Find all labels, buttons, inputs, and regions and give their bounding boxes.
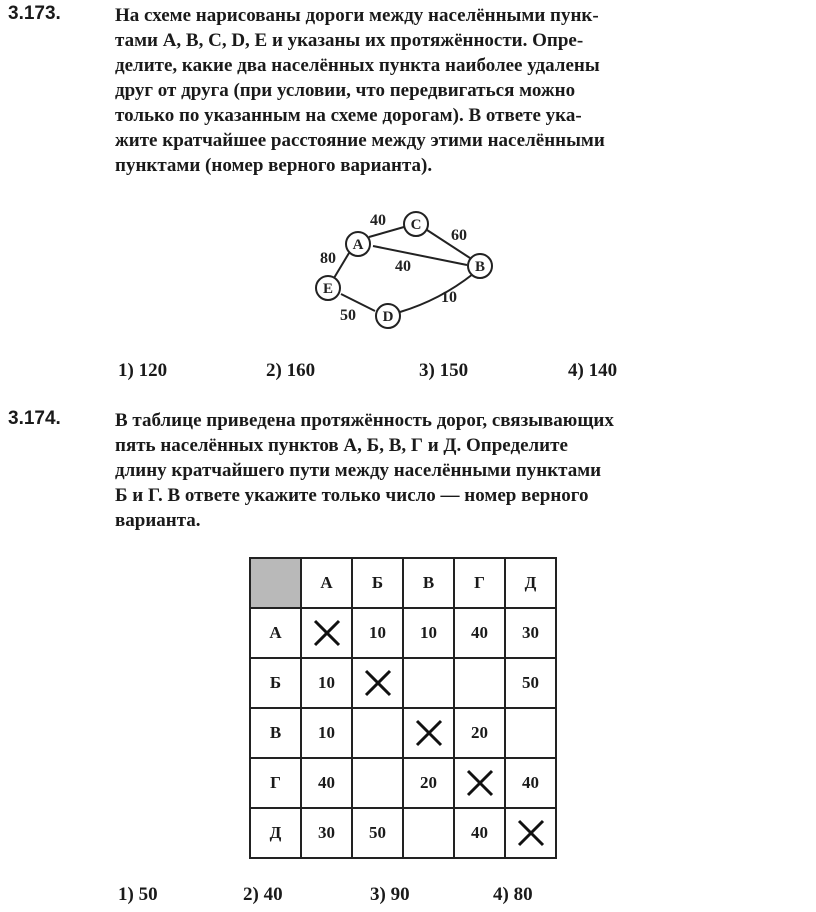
edge-d-b (400, 274, 473, 312)
node-c-label: C (410, 217, 422, 233)
table-cell: 20 (403, 758, 454, 808)
table-cell: 10 (301, 658, 352, 708)
road-graph-diagram (0, 0, 816, 340)
table-cell (403, 658, 454, 708)
problem-174-line: Б и Г. В ответе укажите только число — номер верного (115, 485, 589, 506)
table-cell: 40 (454, 808, 505, 858)
problem-174-line: длину кратчайшего пути между населёнными пунктами (115, 460, 602, 481)
problem-174-line: варианта. (115, 510, 201, 531)
problem-173-line: только по указанным на схеме дорогам). В ответе ука- (115, 105, 582, 126)
table-row (250, 658, 556, 708)
answer-option: 2) 160 (266, 360, 316, 381)
table-row (250, 758, 556, 808)
answer-option: 4) 80 (493, 884, 533, 905)
answer-option: 2) 40 (243, 884, 283, 905)
problem-173-number: 3.173. (8, 3, 61, 24)
table-cell (352, 758, 403, 808)
cross-mark-icon (413, 717, 445, 749)
table-row (250, 708, 556, 758)
row-header: В (250, 708, 301, 758)
problem-174-number: 3.174. (8, 408, 61, 429)
node-d-label: D (382, 309, 394, 325)
problem-174-line: пять населённых пунктов А, Б, В, Г и Д. Определите (115, 435, 568, 456)
answer-option: 1) 120 (118, 360, 168, 381)
table-cell: 10 (301, 708, 352, 758)
column-header: В (403, 558, 454, 608)
column-header: Г (454, 558, 505, 608)
row-header: Г (250, 758, 301, 808)
table-cell (352, 708, 403, 758)
node-b-label: B (474, 259, 486, 275)
problem-173-line: делите, какие два населённых пункта наиболее удалены (115, 55, 600, 76)
table-cell (352, 658, 403, 708)
row-header: А (250, 608, 301, 658)
table-cell: 40 (454, 608, 505, 658)
problem-173-line: друг от друга (при условии, что передвигаться можно (115, 80, 576, 101)
table-corner-cell (250, 558, 301, 608)
edge-a-e (334, 253, 349, 278)
problem-173-line: пунктами (номер верного варианта). (115, 155, 433, 176)
node-e-label: E (322, 281, 334, 297)
problem-173-line: тами A, B, C, D, E и указаны их протяжённости. Опре- (115, 30, 584, 51)
answer-option: 3) 150 (419, 360, 469, 381)
cross-mark-icon (464, 767, 496, 799)
answer-option: 1) 50 (118, 884, 158, 905)
answer-option: 4) 140 (568, 360, 618, 381)
table-cell: 20 (454, 708, 505, 758)
table-header-row (250, 558, 556, 608)
edge-c-b-weight: 60 (451, 227, 467, 244)
column-header: А (301, 558, 352, 608)
row-header: Б (250, 658, 301, 708)
problem-174-text (115, 408, 781, 533)
row-header: Д (250, 808, 301, 858)
table-cell: 40 (505, 758, 556, 808)
table-cell (505, 808, 556, 858)
table-cell: 30 (505, 608, 556, 658)
table-row (250, 808, 556, 858)
column-header: Д (505, 558, 556, 608)
edge-a-c-weight: 40 (370, 212, 386, 229)
table-cell (301, 608, 352, 658)
edge-d-b-weight: 10 (441, 289, 457, 306)
edge-a-e-weight: 80 (320, 250, 336, 267)
column-header: Б (352, 558, 403, 608)
problem-174-line: В таблице приведена протяжённость дорог, связывающих (115, 410, 614, 431)
distance-table (249, 557, 557, 859)
table-cell (454, 758, 505, 808)
table-cell: 10 (352, 608, 403, 658)
table-cell: 50 (505, 658, 556, 708)
cross-mark-icon (311, 617, 343, 649)
table-cell: 40 (301, 758, 352, 808)
table-cell (403, 708, 454, 758)
table-cell: 30 (301, 808, 352, 858)
table-cell (454, 658, 505, 708)
table-cell (403, 808, 454, 858)
table-cell: 10 (403, 608, 454, 658)
problem-173-line: На схеме нарисованы дороги между населёнными пунк- (115, 5, 599, 26)
cross-mark-icon (362, 667, 394, 699)
edge-a-b-weight: 40 (395, 258, 411, 275)
answer-option: 3) 90 (370, 884, 410, 905)
table-cell (505, 708, 556, 758)
table-cell: 50 (352, 808, 403, 858)
edge-e-d-weight: 50 (340, 307, 356, 324)
table-row (250, 608, 556, 658)
node-a-label: A (352, 237, 364, 253)
problem-173-line: жите кратчайшее расстояние между этими населёнными (115, 130, 605, 151)
edge-a-b (373, 246, 467, 265)
cross-mark-icon (515, 817, 547, 849)
